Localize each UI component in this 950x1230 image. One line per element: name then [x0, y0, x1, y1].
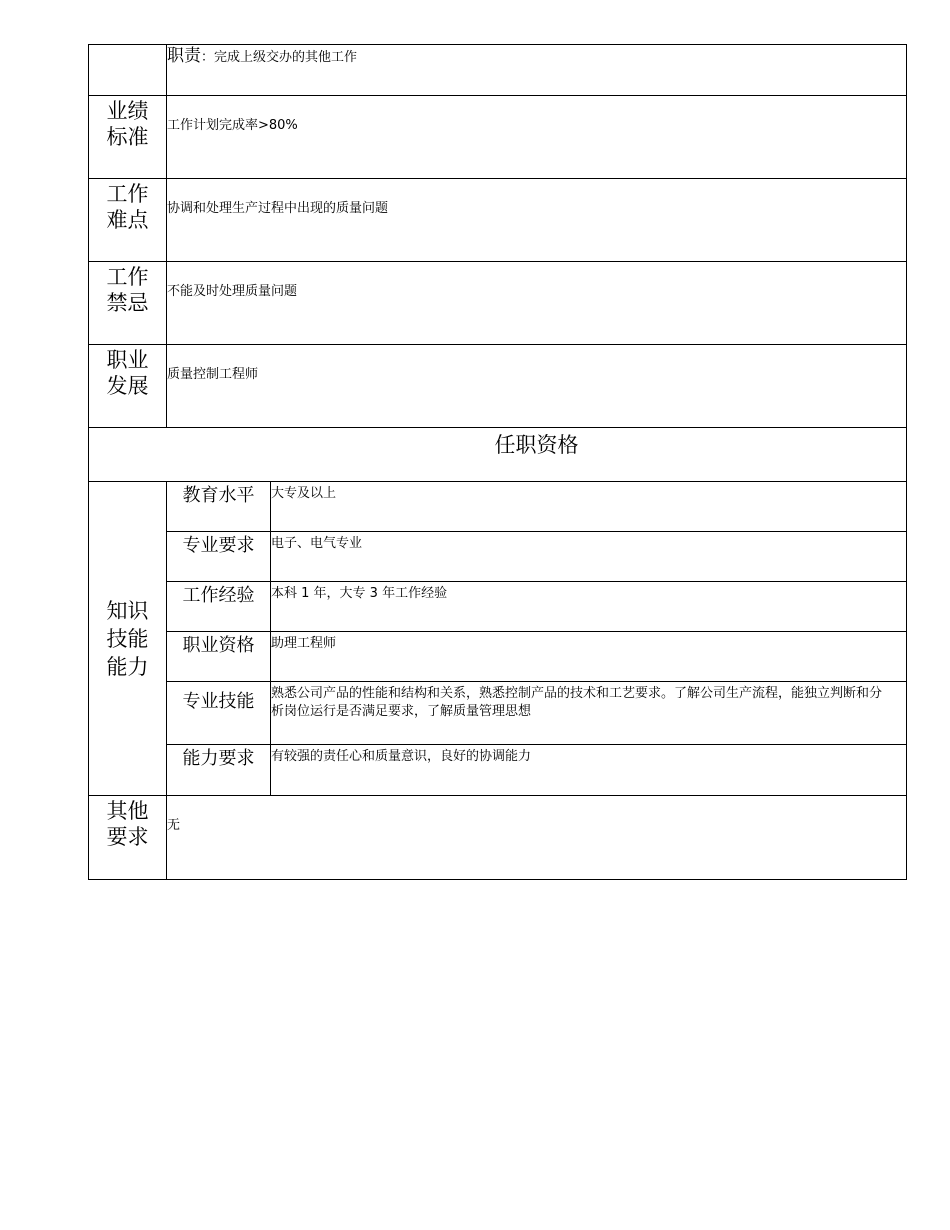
- skill-value-major: 电子、电气专业: [271, 536, 363, 551]
- duty-text: 完成上级交办的其他工作: [214, 50, 358, 65]
- skills-rows: [167, 482, 906, 795]
- skill-label-certification: 职业资格: [167, 632, 271, 681]
- career-development-label: 职业 发展: [89, 345, 167, 427]
- qualification-header: 任职资格: [494, 433, 579, 457]
- other-requirements-row: [89, 796, 906, 879]
- other-requirements-label: 其他 要求: [89, 796, 167, 879]
- duty-content: [167, 45, 906, 95]
- duty-row: [89, 45, 906, 96]
- career-development-text: 质量控制工程师: [167, 367, 259, 382]
- duty-label: 职责: [167, 46, 201, 66]
- skill-row-experience: [167, 582, 906, 632]
- skill-value-education: 大专及以上: [271, 486, 337, 501]
- skill-label-major: 专业要求: [167, 532, 271, 581]
- skill-row-professional-skills: [167, 682, 906, 745]
- work-taboo-label: 工作 禁忌: [89, 262, 167, 344]
- skill-label-professional-skills: 专业技能: [167, 682, 271, 744]
- work-difficulty-row: [89, 179, 906, 262]
- performance-standard-text: 工作计划完成率>80%: [167, 118, 298, 133]
- duty-row-label-cell: [89, 45, 167, 95]
- skills-label: 知识 技能 能力: [89, 482, 167, 795]
- skill-label-experience: 工作经验: [167, 582, 271, 631]
- qualification-header-row: [89, 428, 906, 482]
- skills-block: [89, 482, 906, 796]
- skill-value-experience: 本科 1 年，大专 3 年工作经验: [271, 586, 448, 601]
- other-requirements-text: 无: [167, 818, 181, 833]
- skill-row-certification: [167, 632, 906, 682]
- work-taboo-row: [89, 262, 906, 345]
- skill-label-education: 教育水平: [167, 482, 271, 531]
- job-description-table: [88, 44, 907, 880]
- skill-value-professional-skills: 熟悉公司产品的性能和结构和关系，熟悉控制产品的技术和工艺要求。了解公司生产流程，能独立判断和分析岗位运行是否满足要求，了解质量管理思想: [271, 686, 883, 719]
- skill-value-ability: 有较强的责任心和质量意识，良好的协调能力: [271, 749, 532, 764]
- performance-standard-row: [89, 96, 906, 179]
- skill-value-certification: 助理工程师: [271, 636, 337, 651]
- work-difficulty-label: 工作 难点: [89, 179, 167, 261]
- skill-label-ability: 能力要求: [167, 745, 271, 795]
- career-development-row: [89, 345, 906, 428]
- skill-row-education: [167, 482, 906, 532]
- performance-standard-label: 业绩 标准: [89, 96, 167, 178]
- skill-row-ability: [167, 745, 906, 795]
- work-taboo-text: 不能及时处理质量问题: [167, 284, 298, 299]
- duty-separator: ：: [201, 50, 215, 65]
- work-difficulty-text: 协调和处理生产过程中出现的质量问题: [167, 201, 389, 216]
- skill-row-major: [167, 532, 906, 582]
